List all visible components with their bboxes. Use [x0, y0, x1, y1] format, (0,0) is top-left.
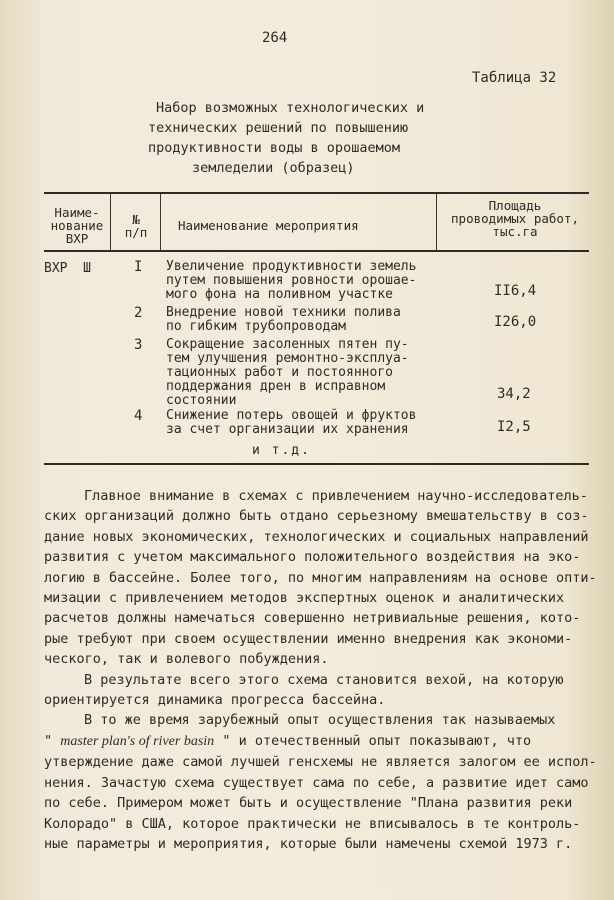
- table-etc: и т.д.: [252, 443, 311, 458]
- body-line: Колорадо" в США, которое практически не вписывалось в те контроль-: [44, 815, 581, 832]
- body-line: логию в бассейне. Более того, по многим направлениям на основе опти-: [44, 569, 597, 586]
- measure-line: путем повышения ровности орошае-: [166, 273, 417, 288]
- header-text: Площадь: [488, 198, 542, 213]
- measure-line: за счет организации их хранения: [166, 422, 409, 437]
- measure-line: тационных работ и постоянного: [166, 365, 393, 380]
- header-divider: [160, 194, 161, 251]
- caption-line: земледелии (образец): [192, 160, 355, 176]
- body-line: дание новых экономических, технологических и социальных направлений: [44, 528, 589, 545]
- row-measure: [166, 306, 401, 334]
- group-label: ВХР Ш: [44, 261, 91, 276]
- row-measure: [166, 260, 416, 302]
- body-line-rest: " и отечественный опыт показывают, что: [222, 732, 532, 749]
- body-line: по себе. Примером может быть и осуществление "Плана развития реки: [44, 795, 573, 812]
- header-area: [440, 199, 590, 238]
- body-line: В то же время зарубежный опыт осуществления так называемых: [84, 712, 556, 729]
- measure-line: Увеличение продуктивности земель: [166, 259, 417, 274]
- table-bottom-rule: [44, 463, 589, 465]
- header-name: [44, 206, 110, 245]
- measure-line: Внедрение новой техники полива: [166, 305, 401, 320]
- header-text: №: [132, 212, 140, 227]
- italic-term: master plan's of river basin: [60, 733, 215, 749]
- measure-line: состоянии: [166, 393, 237, 408]
- row-measure: [166, 409, 416, 437]
- measure-line: тем улучшения ремонтно-эксплуа-: [166, 351, 409, 366]
- header-divider: [436, 194, 437, 251]
- measure-line: мого фона на поливном участке: [166, 287, 393, 302]
- header-measure: [178, 219, 408, 232]
- row-number: 2: [134, 305, 143, 321]
- row-area: I2,5: [497, 419, 531, 435]
- row-area: 34,2: [497, 386, 531, 402]
- body-text: [44, 486, 597, 854]
- table-header-rule: [44, 250, 589, 252]
- body-line: утверждение даже самой лучшей генсхемы не является залогом ее испол-: [44, 754, 597, 771]
- body-line: мизации с привлечением методов экспертных оценок и аналитических: [44, 590, 565, 607]
- measure-line: поддержания дрен в исправном: [166, 379, 386, 394]
- measure-line: по гибким трубопроводам: [166, 319, 347, 334]
- table-caption: [148, 98, 458, 178]
- body-line: ских организаций должно быть отдано серьезному вмешательству в соз-: [44, 508, 589, 525]
- caption-line: технических решений по повышению: [148, 120, 409, 136]
- row-area: II6,4: [494, 283, 537, 299]
- row-number: I: [134, 259, 143, 275]
- table-label: Таблица 32: [472, 70, 557, 86]
- header-text: нование: [50, 218, 104, 233]
- page-number: 264: [262, 30, 288, 46]
- row-number: 4: [134, 408, 143, 424]
- caption-line: Набор возможных технологических и: [156, 100, 425, 116]
- header-text: ВХР: [65, 231, 89, 246]
- quote-open: ": [44, 732, 53, 749]
- body-line: В результате всего этого схема становится вехой, на которую: [84, 671, 564, 688]
- body-line: Главное внимание в схемах с привлечением научно-исследователь-: [84, 488, 588, 504]
- header-divider: [110, 194, 111, 251]
- row-number: 3: [134, 337, 143, 353]
- header-text: Наименование мероприятия: [178, 218, 359, 233]
- header-text: п/п: [124, 225, 148, 240]
- body-line: нения. Зачастую схема существует сама по себе, а развитие идет само: [44, 774, 589, 791]
- measure-line: Сокращение засоленных пятен пу-: [166, 337, 409, 352]
- header-text: тыс.га: [492, 224, 538, 239]
- measure-line: Снижение потерь овощей и фруктов: [166, 408, 417, 423]
- row-area: I26,0: [494, 314, 537, 330]
- header-text: проводимых работ,: [451, 211, 579, 226]
- body-line: расчетов должны намечаться совершенно нетривиальные решения, кото-: [44, 610, 581, 627]
- table-top-rule: [44, 192, 589, 194]
- header-number: [112, 213, 160, 239]
- body-line: ориентируется динамика прогресса бассейна.: [44, 692, 386, 709]
- body-line: ные параметры и мероприятия, которые были намечены схемой 1973 г.: [44, 835, 573, 852]
- body-line-mixed: [44, 731, 590, 752]
- body-line: рые требуют при своем осуществлении именно внедрения как экономи-: [44, 630, 573, 647]
- header-text: Наиме-: [54, 205, 100, 220]
- caption-line: продуктивности воды в орошаемом: [148, 140, 400, 156]
- row-measure: [166, 338, 409, 408]
- body-line: ческого, так и волевого побуждения.: [44, 651, 329, 668]
- body-line: развития с учетом максимального положительного воздействия на эко-: [44, 549, 581, 566]
